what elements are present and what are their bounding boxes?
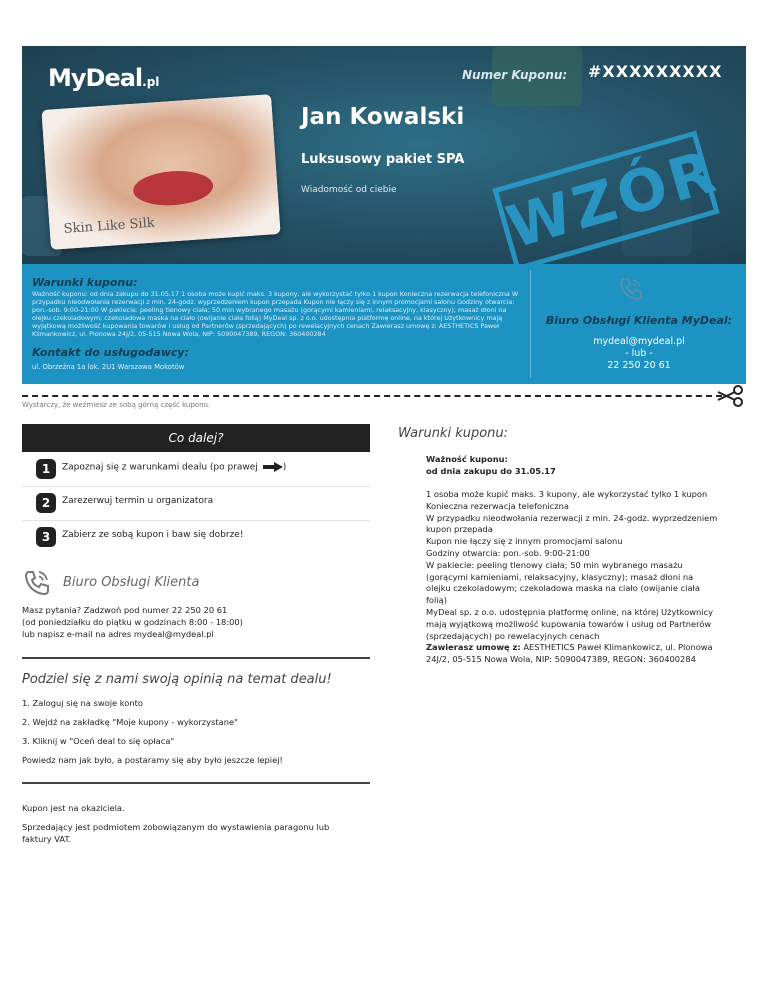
validity-label: Ważność kuponu:: [426, 454, 508, 464]
step-item: [22, 486, 370, 521]
contract-label: Zawierasz umowę z:: [426, 642, 521, 653]
terms-validity: [426, 453, 556, 477]
coupon-number-label: Numer Kuponu:: [462, 68, 568, 82]
office-phone[interactable]: 22 250 20 61: [607, 360, 671, 371]
terms-line: W przypadku nieodwołania rezerwacji z min. 24-godz. wyprzedzeniem: [426, 512, 718, 523]
terms-line: mają wyjątkową możliwość kupowania towarów i usług od Partnerów: [426, 618, 712, 629]
opinion-step: 1. Zaloguj się na swoje konto: [22, 698, 143, 708]
terms-title: Warunki kuponu:: [398, 426, 509, 441]
provider-contact-title: Kontakt do usługodawcy:: [32, 346, 189, 359]
coupon-terms-title: Warunki kuponu:: [32, 276, 138, 289]
support-text: [22, 604, 370, 640]
phone-icon: [22, 568, 52, 598]
terms-line: 1 osoba może kupić maks. 3 kupony, ale wykorzystać tylko 1 kupon: [426, 489, 708, 499]
terms-line: Kupon nie łączy się z innym promocjami salonu: [426, 536, 623, 547]
scissors-icon: [716, 384, 744, 408]
terms-line: Konieczna rezerwacja telefoniczna: [426, 500, 569, 511]
terms-line: W pakiecie: peeling tlenowy ciała; 50 min wybranego masażu: [426, 559, 683, 570]
step-number: 3: [36, 527, 56, 547]
office-title: Biuro Obsługi Klienta MyDeal:: [545, 314, 733, 327]
photo-brand: Skin Like Silk: [63, 215, 156, 237]
contract-value: AESTHETICS Paweł Klimankowicz, ul. Plonowa: [523, 642, 713, 653]
footer-note: Sprzedający jest podmiotem zobowiązanym do wystawienia paragonu lub: [22, 822, 330, 832]
terms-line: Godziny otwarcia: pon.-sob. 9:00-21:00: [426, 547, 590, 558]
coupon-banner: [22, 46, 746, 264]
coupon-number: #XXXXXXXXX: [588, 62, 723, 81]
step-item: [22, 520, 370, 554]
support-title: Biuro Obsługi Klienta: [63, 575, 200, 590]
office-or: - lub -: [625, 348, 653, 359]
opinion-title: Podziel się z nami swoją opinią na temat dealu!: [22, 672, 332, 687]
step-number: 2: [36, 493, 56, 513]
terms-line: MyDeal sp. z o.o. udostępnia platformę online, na której Użytkownicy: [426, 606, 714, 617]
coupon-terms-text: Ważność kuponu: od dnia zakupu do 31.05.17 1 osoba może kupić maks. 3 kupony, ale wykorzystać tylko 1 kupon Konieczna rezerwacja telefoniczna W przypadku nieodwołania rezerwacji z min. 24-godz. wyprzedzeniem kupon przepada Kupon nie łączy się z innym promocjami salonu Godziny otwarcia: pon.-sob. 9:00-21:00 W pakiecie: peeling tlenowy ciała; 50 min wybranego masażu (gorącymi kamieniami, relaksacyjny, klasyczny); masaż dłoni na olejku czekoladowym; czekoladowa maska na ciało (owijanie ciała folią) MyDeal sp. z o.o. udostępnia platformę online, na której Użytkownicy mają wyjątkową możliwość kupowania towarów i usług od Partnerów (sprzedających) po rewelacyjnych cenach Zawierasz umowę z: AESTHETICS Paweł Klimankowicz, ul. Plonowa 24J/2, 05-515 Nowa Wola, NIP: 5090047389, REGON: 360400284: [32, 290, 519, 339]
offer-title: Luksusowy pakiet SPA: [301, 152, 465, 167]
support-line: (od poniedziałku do piątku w godzinach 8:00 - 18:00): [22, 617, 243, 627]
coupon: [22, 46, 746, 384]
footer-note: Kupon jest na okaziciela.: [22, 803, 125, 813]
terms-line: 24J/2, 05-515 Nowa Wola, NIP: 5090047389, REGON: 360400284: [426, 654, 696, 665]
phone-icon: [618, 276, 644, 302]
divider: [22, 657, 370, 659]
recipient-name: Jan Kowalski: [301, 104, 465, 130]
next-steps-header: Co dalej?: [22, 424, 370, 452]
opinion-step: 3. Kliknij w "Oceń deal to się opłaca": [22, 736, 175, 746]
step-number: 1: [36, 459, 56, 479]
personal-message: Wiadomość od ciebie: [301, 185, 397, 195]
footer-note: faktury VAT.: [22, 834, 72, 844]
sample-stamp: WZÓR: [492, 130, 719, 271]
coupon-terms-band: [22, 264, 746, 384]
step-text: Zapoznaj się z warunkami dealu (po prawej ): [62, 462, 287, 473]
support-line: Masz pytania? Zadzwoń pod numer 22 250 20 61: [22, 605, 228, 615]
cut-note: Wystarczy, że weźmiesz ze sobą górną część kuponu.: [22, 401, 211, 409]
arrow-right-icon: [263, 462, 283, 472]
terms-body: [426, 489, 754, 666]
mydeal-logo: MyDeal.pl: [48, 64, 160, 92]
cut-line: [22, 395, 722, 397]
divider: [530, 270, 531, 378]
support-line: lub napisz e-mail na adres mydeal@mydeal.pl: [22, 629, 214, 639]
terms-contract: [426, 642, 754, 654]
step-text: Zarezerwuj termin u organizatora: [62, 496, 214, 506]
terms-line: olejku czekoladowym; czekoladowa maska na ciało (owijanie ciała: [426, 583, 700, 594]
terms-line: kupon przepada: [426, 524, 493, 535]
terms-line: (sprzedających) po rewelacyjnych cenach: [426, 630, 600, 641]
validity-value: od dnia zakupu do 31.05.17: [426, 466, 556, 476]
step-text: Zabierz ze sobą kupon i baw się dobrze!: [62, 530, 244, 540]
office-email[interactable]: mydeal@mydeal.pl: [593, 336, 685, 347]
provider-address: ul. Obrzeżna 1a lok. 2U1 Warszawa Mokotów: [32, 363, 185, 371]
opinion-step: 2. Wejdź na zakładkę "Moje kupony - wykorzystane": [22, 717, 238, 727]
terms-line: folią): [426, 595, 447, 606]
spa-photo: [41, 94, 280, 250]
step-item: [22, 452, 370, 487]
opinion-note: Powiedz nam jak było, a postaramy się aby było jeszcze lepiej!: [22, 755, 283, 765]
divider: [22, 782, 370, 784]
terms-line: (gorącymi kamieniami, relaksacyjny, klasyczny); masaż dłoni na: [426, 571, 694, 582]
